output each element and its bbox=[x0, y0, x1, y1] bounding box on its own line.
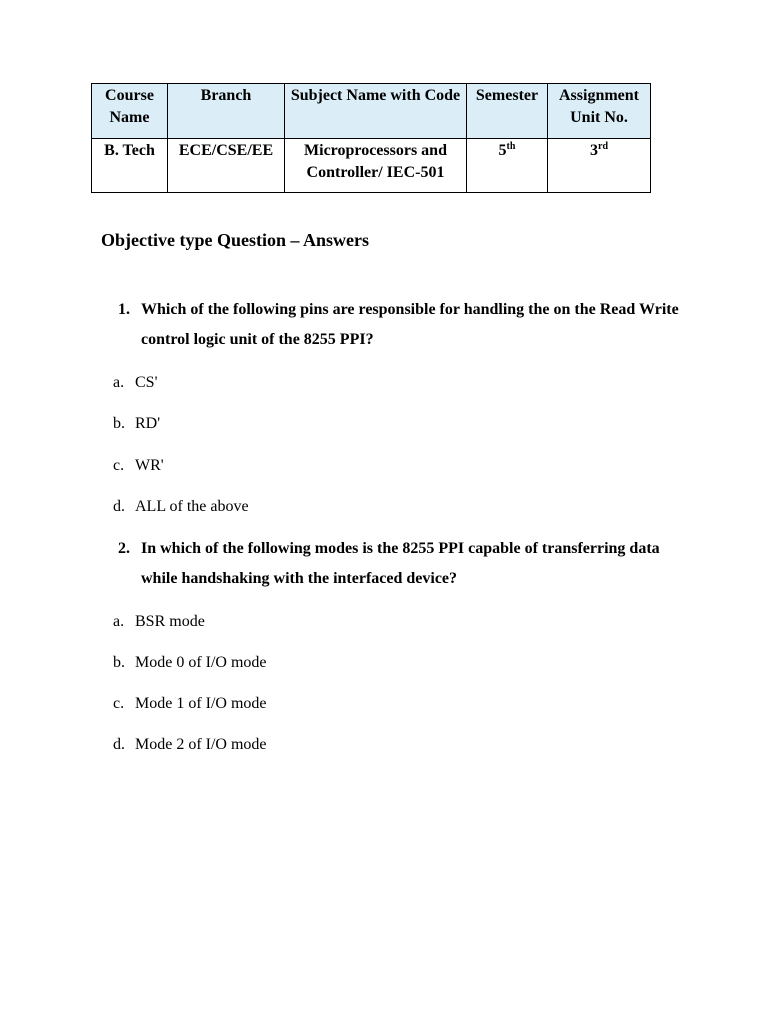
cell-course: B. Tech bbox=[92, 139, 168, 193]
q2-option-b bbox=[113, 653, 267, 673]
table-row bbox=[92, 139, 651, 193]
unit-value: 3 bbox=[590, 142, 598, 159]
q2-option-a bbox=[113, 612, 205, 632]
option-text: Mode 1 of I/O mode bbox=[135, 695, 267, 712]
section-title: Objective type Question – Answers bbox=[101, 230, 369, 250]
header-subject: Subject Name with Code bbox=[285, 84, 467, 139]
header-branch: Branch bbox=[168, 84, 285, 139]
question-number: 2. bbox=[118, 540, 130, 557]
header-assignment-unit: Assignment Unit No. bbox=[548, 84, 651, 139]
q1-option-d bbox=[113, 497, 249, 517]
option-letter: a. bbox=[113, 613, 125, 630]
cell-unit bbox=[548, 139, 651, 193]
question-text: Which of the following pins are responsible for handling the on the Read Write control logic unit of the 8255 PPI? bbox=[141, 301, 679, 348]
table-header-row bbox=[92, 84, 651, 139]
question-2 bbox=[118, 534, 698, 594]
q2-option-c bbox=[113, 694, 267, 714]
question-number: 1. bbox=[118, 301, 130, 318]
option-letter: c. bbox=[113, 695, 125, 712]
semester-value: 5 bbox=[498, 142, 507, 159]
unit-suffix: rd bbox=[598, 141, 608, 152]
q2-option-d bbox=[113, 735, 267, 755]
course-info-table bbox=[91, 83, 651, 193]
option-letter: b. bbox=[113, 415, 125, 432]
option-text: Mode 0 of I/O mode bbox=[135, 654, 267, 671]
header-course-name: Course Name bbox=[92, 84, 168, 139]
cell-branch: ECE/CSE/EE bbox=[168, 139, 285, 193]
option-text: RD' bbox=[135, 415, 161, 432]
option-letter: d. bbox=[113, 736, 125, 753]
option-text: Mode 2 of I/O mode bbox=[135, 736, 267, 753]
option-text: CS' bbox=[135, 374, 158, 391]
question-text: In which of the following modes is the 8255 PPI capable of transferring data while handshaking with the interfaced device? bbox=[141, 540, 660, 587]
option-letter: b. bbox=[113, 654, 125, 671]
question-1 bbox=[118, 295, 698, 355]
cell-subject: Microprocessors and Controller/ IEC-501 bbox=[285, 139, 467, 193]
q1-option-a bbox=[113, 373, 157, 393]
q1-option-c bbox=[113, 456, 164, 476]
option-text: ALL of the above bbox=[135, 498, 249, 515]
option-letter: d. bbox=[113, 498, 125, 515]
option-text: BSR mode bbox=[135, 613, 205, 630]
q1-option-b bbox=[113, 414, 160, 434]
semester-suffix: th bbox=[506, 141, 516, 152]
option-text: WR' bbox=[135, 457, 164, 474]
option-letter: a. bbox=[113, 374, 125, 391]
header-semester: Semester bbox=[467, 84, 548, 139]
cell-semester bbox=[467, 139, 548, 193]
option-letter: c. bbox=[113, 457, 125, 474]
